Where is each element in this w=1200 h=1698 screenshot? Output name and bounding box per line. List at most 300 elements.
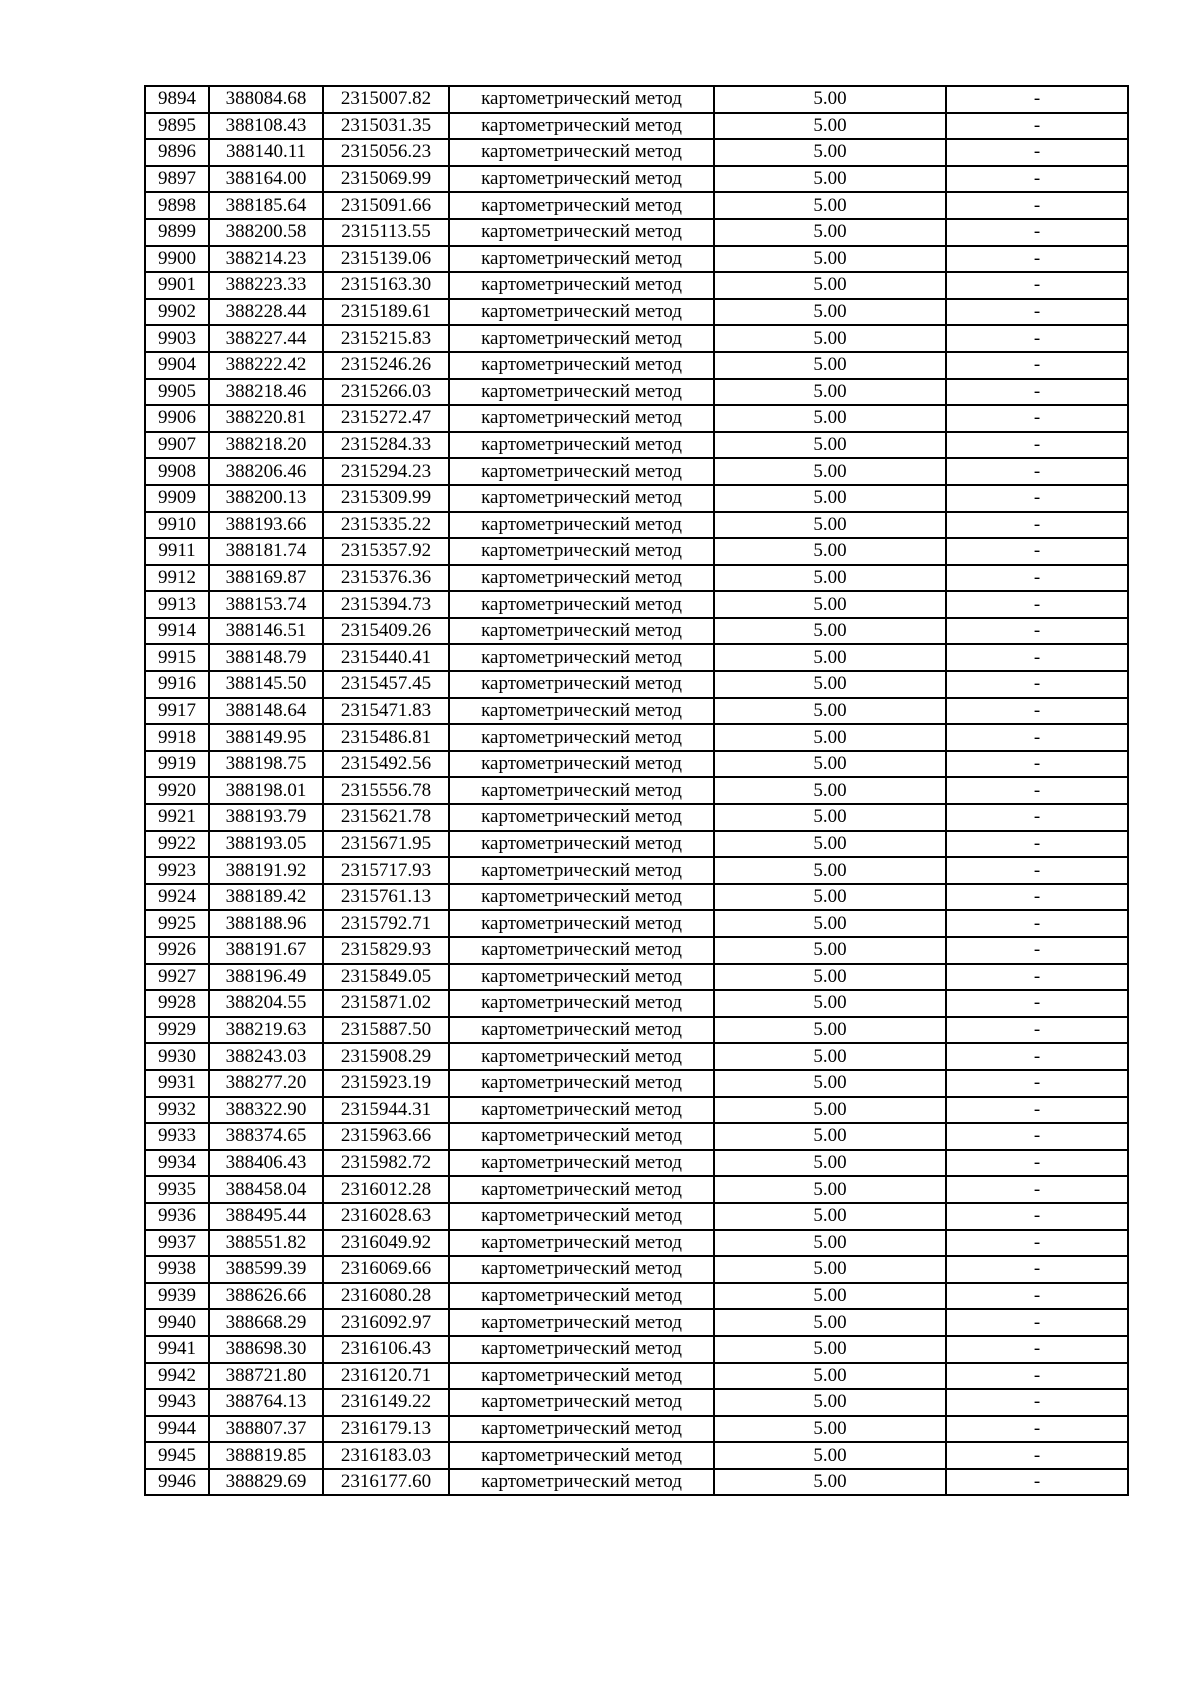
description-cell: - <box>946 1363 1128 1390</box>
point-number-cell: 9937 <box>145 1230 209 1257</box>
accuracy-cell: 5.00 <box>714 299 946 326</box>
description-cell: - <box>946 432 1128 459</box>
coordinates-table-body <box>145 86 1128 1495</box>
point-number-cell: 9938 <box>145 1256 209 1283</box>
point-number-cell: 9930 <box>145 1043 209 1070</box>
y-coordinate-cell: 2315923.19 <box>323 1070 449 1097</box>
table-row <box>145 139 1128 166</box>
description-cell: - <box>946 113 1128 140</box>
description-cell: - <box>946 724 1128 751</box>
point-number-cell: 9902 <box>145 299 209 326</box>
x-coordinate-cell: 388764.13 <box>209 1389 323 1416</box>
table-row <box>145 884 1128 911</box>
point-number-cell: 9925 <box>145 910 209 937</box>
method-cell: картометрический метод <box>449 139 714 166</box>
description-cell: - <box>946 1256 1128 1283</box>
table-row <box>145 1097 1128 1124</box>
description-cell: - <box>946 405 1128 432</box>
y-coordinate-cell: 2315139.06 <box>323 246 449 273</box>
accuracy-cell: 5.00 <box>714 591 946 618</box>
table-row <box>145 831 1128 858</box>
accuracy-cell: 5.00 <box>714 1176 946 1203</box>
description-cell: - <box>946 1283 1128 1310</box>
y-coordinate-cell: 2315272.47 <box>323 405 449 432</box>
y-coordinate-cell: 2315056.23 <box>323 139 449 166</box>
table-row <box>145 1256 1128 1283</box>
method-cell: картометрический метод <box>449 1203 714 1230</box>
table-row <box>145 618 1128 645</box>
x-coordinate-cell: 388227.44 <box>209 325 323 352</box>
y-coordinate-cell: 2315309.99 <box>323 485 449 512</box>
x-coordinate-cell: 388220.81 <box>209 405 323 432</box>
accuracy-cell: 5.00 <box>714 857 946 884</box>
y-coordinate-cell: 2315335.22 <box>323 512 449 539</box>
x-coordinate-cell: 388108.43 <box>209 113 323 140</box>
method-cell: картометрический метод <box>449 86 714 113</box>
method-cell: картометрический метод <box>449 1469 714 1496</box>
method-cell: картометрический метод <box>449 644 714 671</box>
accuracy-cell: 5.00 <box>714 166 946 193</box>
point-number-cell: 9906 <box>145 405 209 432</box>
method-cell: картометрический метод <box>449 1283 714 1310</box>
accuracy-cell: 5.00 <box>714 1123 946 1150</box>
y-coordinate-cell: 2315189.61 <box>323 299 449 326</box>
x-coordinate-cell: 388228.44 <box>209 299 323 326</box>
description-cell: - <box>946 831 1128 858</box>
x-coordinate-cell: 388153.74 <box>209 591 323 618</box>
point-number-cell: 9946 <box>145 1469 209 1496</box>
accuracy-cell: 5.00 <box>714 1150 946 1177</box>
description-cell: - <box>946 299 1128 326</box>
method-cell: картометрический метод <box>449 1097 714 1124</box>
x-coordinate-cell: 388829.69 <box>209 1469 323 1496</box>
point-number-cell: 9916 <box>145 671 209 698</box>
x-coordinate-cell: 388214.23 <box>209 246 323 273</box>
method-cell: картометрический метод <box>449 591 714 618</box>
method-cell: картометрический метод <box>449 937 714 964</box>
accuracy-cell: 5.00 <box>714 512 946 539</box>
table-row <box>145 724 1128 751</box>
table-row <box>145 86 1128 113</box>
point-number-cell: 9895 <box>145 113 209 140</box>
x-coordinate-cell: 388181.74 <box>209 538 323 565</box>
accuracy-cell: 5.00 <box>714 1363 946 1390</box>
description-cell: - <box>946 1043 1128 1070</box>
y-coordinate-cell: 2315246.26 <box>323 352 449 379</box>
y-coordinate-cell: 2316179.13 <box>323 1416 449 1443</box>
y-coordinate-cell: 2315357.92 <box>323 538 449 565</box>
description-cell: - <box>946 1389 1128 1416</box>
accuracy-cell: 5.00 <box>714 1230 946 1257</box>
method-cell: картометрический метод <box>449 671 714 698</box>
description-cell: - <box>946 1123 1128 1150</box>
point-number-cell: 9911 <box>145 538 209 565</box>
method-cell: картометрический метод <box>449 751 714 778</box>
table-row <box>145 1150 1128 1177</box>
description-cell: - <box>946 485 1128 512</box>
x-coordinate-cell: 388668.29 <box>209 1309 323 1336</box>
description-cell: - <box>946 1442 1128 1469</box>
x-coordinate-cell: 388200.13 <box>209 485 323 512</box>
y-coordinate-cell: 2315266.03 <box>323 379 449 406</box>
coordinates-table <box>144 85 1129 1496</box>
y-coordinate-cell: 2316106.43 <box>323 1336 449 1363</box>
description-cell: - <box>946 1416 1128 1443</box>
table-row <box>145 1043 1128 1070</box>
point-number-cell: 9945 <box>145 1442 209 1469</box>
y-coordinate-cell: 2315849.05 <box>323 964 449 991</box>
x-coordinate-cell: 388206.46 <box>209 458 323 485</box>
table-row <box>145 325 1128 352</box>
y-coordinate-cell: 2315887.50 <box>323 1017 449 1044</box>
point-number-cell: 9908 <box>145 458 209 485</box>
table-row <box>145 1336 1128 1363</box>
y-coordinate-cell: 2315556.78 <box>323 777 449 804</box>
table-row <box>145 671 1128 698</box>
table-row <box>145 644 1128 671</box>
x-coordinate-cell: 388458.04 <box>209 1176 323 1203</box>
accuracy-cell: 5.00 <box>714 698 946 725</box>
point-number-cell: 9894 <box>145 86 209 113</box>
method-cell: картометрический метод <box>449 166 714 193</box>
table-row <box>145 1416 1128 1443</box>
accuracy-cell: 5.00 <box>714 1017 946 1044</box>
y-coordinate-cell: 2315215.83 <box>323 325 449 352</box>
y-coordinate-cell: 2316120.71 <box>323 1363 449 1390</box>
y-coordinate-cell: 2315163.30 <box>323 272 449 299</box>
x-coordinate-cell: 388146.51 <box>209 618 323 645</box>
table-row <box>145 990 1128 1017</box>
description-cell: - <box>946 937 1128 964</box>
point-number-cell: 9899 <box>145 219 209 246</box>
method-cell: картометрический метод <box>449 618 714 645</box>
y-coordinate-cell: 2315457.45 <box>323 671 449 698</box>
y-coordinate-cell: 2316069.66 <box>323 1256 449 1283</box>
description-cell: - <box>946 804 1128 831</box>
table-row <box>145 1017 1128 1044</box>
point-number-cell: 9944 <box>145 1416 209 1443</box>
description-cell: - <box>946 246 1128 273</box>
description-cell: - <box>946 751 1128 778</box>
point-number-cell: 9900 <box>145 246 209 273</box>
x-coordinate-cell: 388140.11 <box>209 139 323 166</box>
description-cell: - <box>946 884 1128 911</box>
x-coordinate-cell: 388196.49 <box>209 964 323 991</box>
method-cell: картометрический метод <box>449 1416 714 1443</box>
x-coordinate-cell: 388193.79 <box>209 804 323 831</box>
y-coordinate-cell: 2315376.36 <box>323 565 449 592</box>
method-cell: картометрический метод <box>449 1043 714 1070</box>
x-coordinate-cell: 388218.20 <box>209 432 323 459</box>
method-cell: картометрический метод <box>449 246 714 273</box>
method-cell: картометрический метод <box>449 1150 714 1177</box>
x-coordinate-cell: 388374.65 <box>209 1123 323 1150</box>
point-number-cell: 9912 <box>145 565 209 592</box>
table-row <box>145 1442 1128 1469</box>
point-number-cell: 9917 <box>145 698 209 725</box>
x-coordinate-cell: 388193.05 <box>209 831 323 858</box>
x-coordinate-cell: 388198.75 <box>209 751 323 778</box>
description-cell: - <box>946 272 1128 299</box>
y-coordinate-cell: 2315671.95 <box>323 831 449 858</box>
table-row <box>145 1123 1128 1150</box>
table-row <box>145 219 1128 246</box>
accuracy-cell: 5.00 <box>714 432 946 459</box>
method-cell: картометрический метод <box>449 804 714 831</box>
table-row <box>145 591 1128 618</box>
point-number-cell: 9932 <box>145 1097 209 1124</box>
point-number-cell: 9928 <box>145 990 209 1017</box>
point-number-cell: 9934 <box>145 1150 209 1177</box>
y-coordinate-cell: 2315091.66 <box>323 192 449 219</box>
description-cell: - <box>946 671 1128 698</box>
x-coordinate-cell: 388188.96 <box>209 910 323 937</box>
accuracy-cell: 5.00 <box>714 937 946 964</box>
description-cell: - <box>946 1176 1128 1203</box>
accuracy-cell: 5.00 <box>714 272 946 299</box>
x-coordinate-cell: 388191.67 <box>209 937 323 964</box>
x-coordinate-cell: 388243.03 <box>209 1043 323 1070</box>
x-coordinate-cell: 388721.80 <box>209 1363 323 1390</box>
x-coordinate-cell: 388322.90 <box>209 1097 323 1124</box>
accuracy-cell: 5.00 <box>714 139 946 166</box>
table-row <box>145 751 1128 778</box>
accuracy-cell: 5.00 <box>714 86 946 113</box>
y-coordinate-cell: 2315761.13 <box>323 884 449 911</box>
method-cell: картометрический метод <box>449 910 714 937</box>
description-cell: - <box>946 990 1128 1017</box>
point-number-cell: 9909 <box>145 485 209 512</box>
method-cell: картометрический метод <box>449 698 714 725</box>
accuracy-cell: 5.00 <box>714 1336 946 1363</box>
y-coordinate-cell: 2315486.81 <box>323 724 449 751</box>
table-row <box>145 857 1128 884</box>
point-number-cell: 9919 <box>145 751 209 778</box>
point-number-cell: 9918 <box>145 724 209 751</box>
description-cell: - <box>946 139 1128 166</box>
method-cell: картометрический метод <box>449 1123 714 1150</box>
accuracy-cell: 5.00 <box>714 1283 946 1310</box>
x-coordinate-cell: 388219.63 <box>209 1017 323 1044</box>
point-number-cell: 9897 <box>145 166 209 193</box>
accuracy-cell: 5.00 <box>714 831 946 858</box>
x-coordinate-cell: 388495.44 <box>209 1203 323 1230</box>
table-row <box>145 538 1128 565</box>
x-coordinate-cell: 388200.58 <box>209 219 323 246</box>
point-number-cell: 9936 <box>145 1203 209 1230</box>
table-row <box>145 937 1128 964</box>
accuracy-cell: 5.00 <box>714 1070 946 1097</box>
point-number-cell: 9901 <box>145 272 209 299</box>
method-cell: картометрический метод <box>449 458 714 485</box>
method-cell: картометрический метод <box>449 325 714 352</box>
accuracy-cell: 5.00 <box>714 379 946 406</box>
y-coordinate-cell: 2315440.41 <box>323 644 449 671</box>
table-row <box>145 1230 1128 1257</box>
y-coordinate-cell: 2316092.97 <box>323 1309 449 1336</box>
table-row <box>145 1469 1128 1496</box>
description-cell: - <box>946 591 1128 618</box>
accuracy-cell: 5.00 <box>714 1203 946 1230</box>
accuracy-cell: 5.00 <box>714 405 946 432</box>
y-coordinate-cell: 2316080.28 <box>323 1283 449 1310</box>
method-cell: картометрический метод <box>449 1442 714 1469</box>
accuracy-cell: 5.00 <box>714 352 946 379</box>
description-cell: - <box>946 1150 1128 1177</box>
table-row <box>145 113 1128 140</box>
method-cell: картометрический метод <box>449 964 714 991</box>
accuracy-cell: 5.00 <box>714 1256 946 1283</box>
point-number-cell: 9926 <box>145 937 209 964</box>
y-coordinate-cell: 2315284.33 <box>323 432 449 459</box>
description-cell: - <box>946 1469 1128 1496</box>
table-row <box>145 192 1128 219</box>
description-cell: - <box>946 1230 1128 1257</box>
accuracy-cell: 5.00 <box>714 777 946 804</box>
method-cell: картометрический метод <box>449 1256 714 1283</box>
method-cell: картометрический метод <box>449 990 714 1017</box>
table-row <box>145 512 1128 539</box>
y-coordinate-cell: 2315069.99 <box>323 166 449 193</box>
x-coordinate-cell: 388148.64 <box>209 698 323 725</box>
accuracy-cell: 5.00 <box>714 884 946 911</box>
accuracy-cell: 5.00 <box>714 485 946 512</box>
y-coordinate-cell: 2315294.23 <box>323 458 449 485</box>
accuracy-cell: 5.00 <box>714 1389 946 1416</box>
method-cell: картометрический метод <box>449 831 714 858</box>
point-number-cell: 9929 <box>145 1017 209 1044</box>
accuracy-cell: 5.00 <box>714 246 946 273</box>
table-row <box>145 565 1128 592</box>
accuracy-cell: 5.00 <box>714 1309 946 1336</box>
y-coordinate-cell: 2316177.60 <box>323 1469 449 1496</box>
description-cell: - <box>946 458 1128 485</box>
accuracy-cell: 5.00 <box>714 990 946 1017</box>
method-cell: картометрический метод <box>449 538 714 565</box>
x-coordinate-cell: 388164.00 <box>209 166 323 193</box>
accuracy-cell: 5.00 <box>714 565 946 592</box>
accuracy-cell: 5.00 <box>714 804 946 831</box>
description-cell: - <box>946 1203 1128 1230</box>
point-number-cell: 9923 <box>145 857 209 884</box>
description-cell: - <box>946 618 1128 645</box>
point-number-cell: 9927 <box>145 964 209 991</box>
point-number-cell: 9939 <box>145 1283 209 1310</box>
accuracy-cell: 5.00 <box>714 1469 946 1496</box>
y-coordinate-cell: 2315963.66 <box>323 1123 449 1150</box>
y-coordinate-cell: 2315007.82 <box>323 86 449 113</box>
y-coordinate-cell: 2316183.03 <box>323 1442 449 1469</box>
y-coordinate-cell: 2315792.71 <box>323 910 449 937</box>
description-cell: - <box>946 777 1128 804</box>
table-row <box>145 1070 1128 1097</box>
accuracy-cell: 5.00 <box>714 1097 946 1124</box>
description-cell: - <box>946 644 1128 671</box>
x-coordinate-cell: 388149.95 <box>209 724 323 751</box>
description-cell: - <box>946 325 1128 352</box>
point-number-cell: 9898 <box>145 192 209 219</box>
x-coordinate-cell: 388222.42 <box>209 352 323 379</box>
table-row <box>145 804 1128 831</box>
x-coordinate-cell: 388819.85 <box>209 1442 323 1469</box>
x-coordinate-cell: 388191.92 <box>209 857 323 884</box>
table-row <box>145 777 1128 804</box>
description-cell: - <box>946 1070 1128 1097</box>
table-row <box>145 299 1128 326</box>
point-number-cell: 9921 <box>145 804 209 831</box>
x-coordinate-cell: 388145.50 <box>209 671 323 698</box>
point-number-cell: 9922 <box>145 831 209 858</box>
y-coordinate-cell: 2315944.31 <box>323 1097 449 1124</box>
x-coordinate-cell: 388198.01 <box>209 777 323 804</box>
point-number-cell: 9904 <box>145 352 209 379</box>
table-row <box>145 166 1128 193</box>
method-cell: картометрический метод <box>449 1017 714 1044</box>
accuracy-cell: 5.00 <box>714 671 946 698</box>
point-number-cell: 9924 <box>145 884 209 911</box>
point-number-cell: 9942 <box>145 1363 209 1390</box>
point-number-cell: 9896 <box>145 139 209 166</box>
table-row <box>145 1283 1128 1310</box>
x-coordinate-cell: 388148.79 <box>209 644 323 671</box>
point-number-cell: 9941 <box>145 1336 209 1363</box>
point-number-cell: 9931 <box>145 1070 209 1097</box>
method-cell: картометрический метод <box>449 219 714 246</box>
method-cell: картометрический метод <box>449 485 714 512</box>
point-number-cell: 9913 <box>145 591 209 618</box>
method-cell: картометрический метод <box>449 1336 714 1363</box>
y-coordinate-cell: 2316049.92 <box>323 1230 449 1257</box>
point-number-cell: 9907 <box>145 432 209 459</box>
x-coordinate-cell: 388406.43 <box>209 1150 323 1177</box>
point-number-cell: 9903 <box>145 325 209 352</box>
method-cell: картометрический метод <box>449 724 714 751</box>
point-number-cell: 9940 <box>145 1309 209 1336</box>
method-cell: картометрический метод <box>449 272 714 299</box>
table-row <box>145 272 1128 299</box>
description-cell: - <box>946 565 1128 592</box>
description-cell: - <box>946 964 1128 991</box>
accuracy-cell: 5.00 <box>714 458 946 485</box>
method-cell: картометрический метод <box>449 113 714 140</box>
y-coordinate-cell: 2315908.29 <box>323 1043 449 1070</box>
y-coordinate-cell: 2315871.02 <box>323 990 449 1017</box>
method-cell: картометрический метод <box>449 379 714 406</box>
x-coordinate-cell: 388698.30 <box>209 1336 323 1363</box>
table-row <box>145 458 1128 485</box>
description-cell: - <box>946 379 1128 406</box>
table-row <box>145 698 1128 725</box>
y-coordinate-cell: 2315492.56 <box>323 751 449 778</box>
point-number-cell: 9915 <box>145 644 209 671</box>
table-row <box>145 1309 1128 1336</box>
accuracy-cell: 5.00 <box>714 192 946 219</box>
table-row <box>145 352 1128 379</box>
table-row <box>145 246 1128 273</box>
method-cell: картометрический метод <box>449 1070 714 1097</box>
x-coordinate-cell: 388599.39 <box>209 1256 323 1283</box>
y-coordinate-cell: 2315113.55 <box>323 219 449 246</box>
accuracy-cell: 5.00 <box>714 325 946 352</box>
y-coordinate-cell: 2315829.93 <box>323 937 449 964</box>
method-cell: картометрический метод <box>449 1363 714 1390</box>
method-cell: картометрический метод <box>449 1230 714 1257</box>
table-row <box>145 1176 1128 1203</box>
accuracy-cell: 5.00 <box>714 538 946 565</box>
accuracy-cell: 5.00 <box>714 1442 946 1469</box>
method-cell: картометрический метод <box>449 1309 714 1336</box>
description-cell: - <box>946 698 1128 725</box>
